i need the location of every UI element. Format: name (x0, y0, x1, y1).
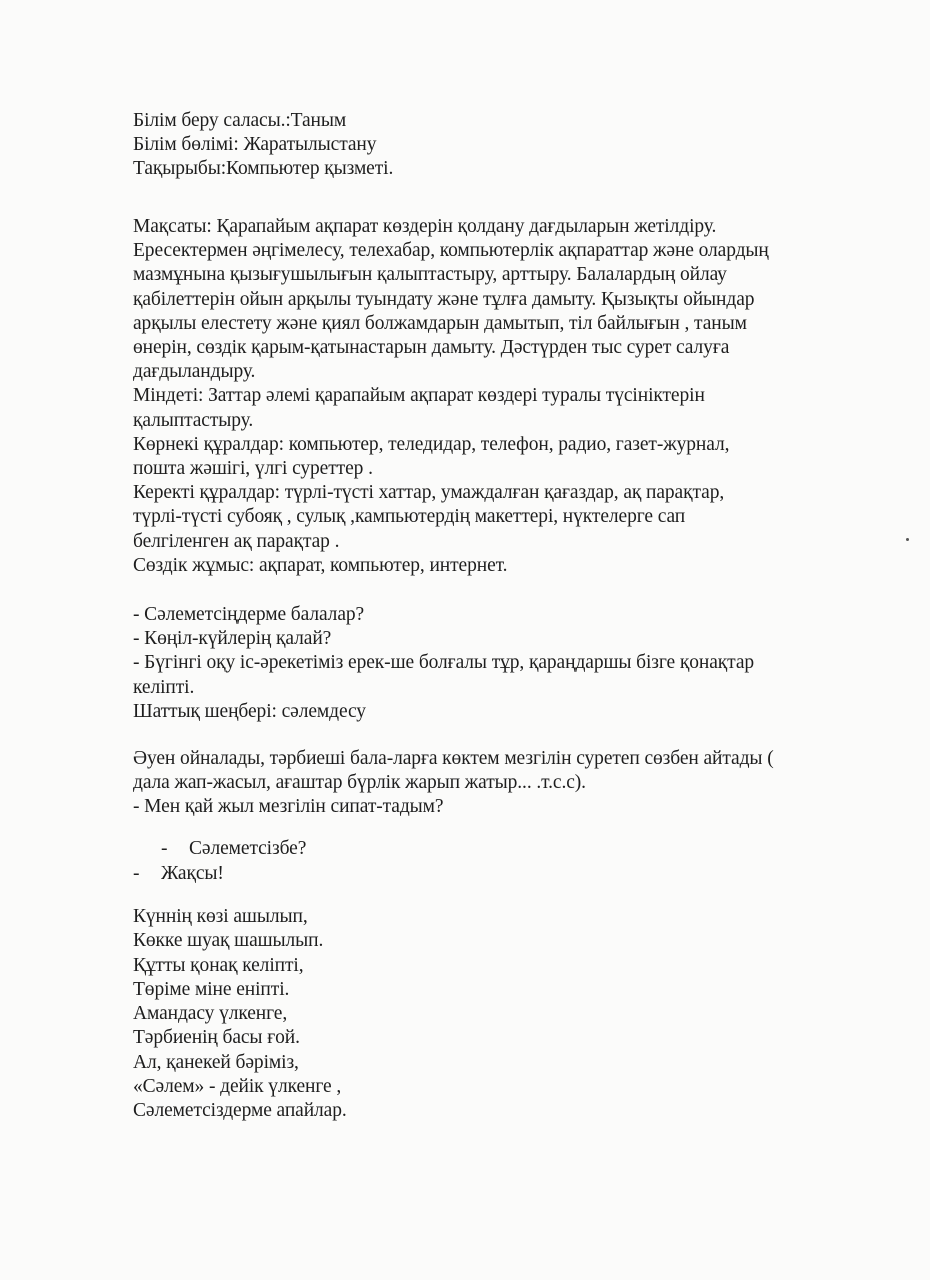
goal-line: қабілеттерін ойын арқылы туындату және тұлға дамыту. Қызықты ойындар (133, 288, 755, 310)
task-line: қалыптастыру. (133, 409, 254, 431)
education-area-line: Білім беру саласы.:Таным (133, 110, 347, 131)
lesson-goals (133, 215, 813, 578)
list-item-text: Жақсы! (161, 862, 224, 884)
music-line: Әуен ойналады, тәрбиеші бала-ларға көктем мезгілін суретеп сөзбен айтады ( (133, 748, 774, 769)
question-line: - Мен қай жыл мезгілін сипат-тадым? (133, 796, 444, 818)
visual-aids-line: Көрнекі құралдар: компьютер, теледидар, телефон, радио, газет-журнал, (133, 433, 730, 455)
poem-line: Тәрбиенің басы ғой. (133, 1027, 300, 1049)
poem-line: Амандасу үлкенге, (133, 1003, 288, 1025)
poem-line: Көкке шуақ шашылып. (133, 930, 324, 952)
music-line: дала жап-жасыл, ағаштар бүрлік жарып жатыр... .т.с.с). (133, 772, 586, 794)
poem-line: «Сәлем» - дейік үлкенге , (133, 1076, 342, 1098)
scan-speck (906, 538, 909, 541)
list-dash: - (161, 838, 168, 859)
goal-line: Мақсаты: Қарапайым ақпарат көздерін қолдану дағдыларын жетілдіру. (133, 216, 717, 237)
materials-line: белгіленген ақ парақтар . (133, 530, 340, 552)
dialog-line: - Бүгінгі оқу іс-әрекетіміз ерек-ше болғалы тұр, қараңдаршы бізге қонақтар (133, 652, 755, 674)
vocabulary-line: Сөздік жұмыс: ақпарат, компьютер, интернет. (133, 554, 508, 576)
materials-line: түрлі-түсті субояқ , сулық ,кампьютердің макеттері, нүктелерге сап (133, 506, 686, 528)
goal-line: Ересектермен әңгімелесу, телехабар, компьютерлік ақпараттар және олардың (133, 240, 769, 262)
poem-line: Күннің көзі ашылып, (133, 906, 308, 927)
dialog-line: - Көңіл-күйлерің қалай? (133, 628, 332, 650)
list-dash: - (133, 862, 140, 884)
music-paragraph (133, 747, 813, 820)
poem-line: Құтты қонақ келіпті, (133, 954, 304, 976)
goal-line: арқылы елестету және қиял болжамдарын дамытып, тіл байлығын , таным (133, 312, 747, 334)
list-item (133, 837, 813, 862)
visual-aids-line: пошта жәшігі, үлгі суреттер . (133, 458, 373, 480)
goal-line: мазмұнына қызығушылығын қалыптастыру, арттыру. Балалардың ойлау (133, 264, 727, 286)
dialog-line: келіпті. (133, 676, 195, 698)
poem (133, 905, 813, 1124)
task-line: Міндеті: Заттар әлемі қарапайым ақпарат көздері туралы түсініктерін (133, 385, 705, 407)
poem-line: Сәлеметсіздерме апайлар. (133, 1100, 347, 1122)
greeting-dialog (133, 603, 813, 724)
list-item-text: Сәлеметсізбе? (189, 838, 307, 859)
lesson-header (133, 109, 813, 182)
dialog-line: - Сәлеметсіңдерме балалар? (133, 604, 365, 625)
response-list (133, 837, 813, 886)
poem-line: Ал, қанекей бәріміз, (133, 1051, 299, 1073)
list-item (133, 862, 813, 887)
education-section-line: Білім бөлімі: Жаратылыстану (133, 134, 377, 156)
topic-line: Тақырыбы:Компьютер қызметі. (133, 158, 394, 180)
goal-line: өнерін, сөздік қарым-қатынастарын дамыту. Дәстүрден тыс сурет салуға (133, 337, 730, 359)
poem-line: Төріме міне еніпті. (133, 978, 290, 1000)
materials-line: Керекті құралдар: түрлі-түсті хаттар, умаждалған қағаздар, ақ парақтар, (133, 482, 725, 504)
joy-circle-line: Шаттық шеңбері: сәлемдесу (133, 700, 366, 722)
goal-line: дағдыландыру. (133, 361, 256, 383)
